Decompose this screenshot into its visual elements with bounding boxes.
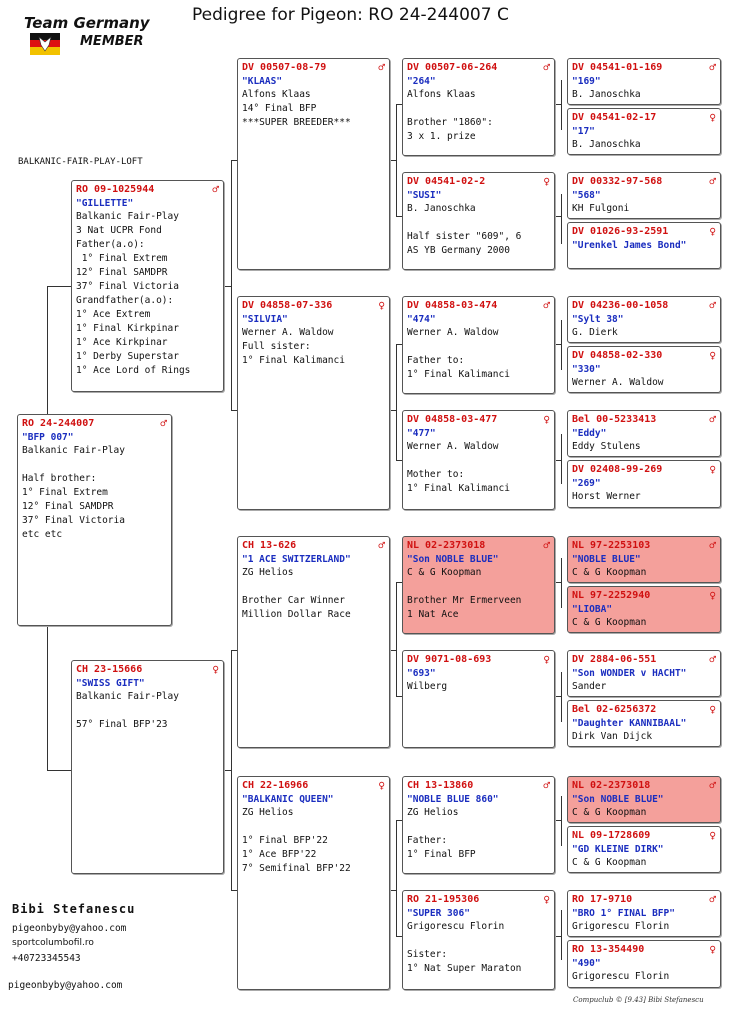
g5-card-5[interactable]: DV 04236-00-1058 ♂ "Sylt 38" G. Dierk — [567, 296, 721, 343]
dam-card[interactable]: CH 23-15666 ♀ "SWISS GIFT" Balkanic Fair-Play 57° Final BFP'23 — [71, 660, 224, 874]
g5-card-13[interactable]: NL 02-2373018 ♂ "Son NOBLE BLUE" C & G Koopman — [567, 776, 721, 823]
ggp-card-sss[interactable]: DV 00507-06-264 ♂ "264" Alfons Klaas Brother "1860": 3 x 1. prize — [402, 58, 555, 156]
female-icon: ♀ — [709, 703, 716, 716]
footer-credit: Compuclub © [9.43] Bibi Stefanescu — [573, 996, 704, 1004]
ggp-card-dsd[interactable]: DV 9071-08-693 ♀ "693" Wilberg — [402, 650, 555, 748]
male-icon: ♂ — [709, 413, 716, 426]
female-icon: ♀ — [709, 349, 716, 362]
loft-name: BALKANIC-FAIR-PLAY-LOFT — [18, 157, 143, 167]
male-icon: ♂ — [709, 61, 716, 74]
male-icon: ♂ — [212, 183, 219, 196]
g5-card-8[interactable]: DV 02408-99-269 ♀ "269" Horst Werner — [567, 460, 721, 508]
sire-dam-card[interactable]: DV 04858-07-336 ♀ "SILVIA" Werner A. Waldow Full sister: 1° Final Kalimanci — [237, 296, 390, 510]
ggp-card-ddd[interactable]: RO 21-195306 ♀ "SUPER 306" Grigorescu Florin Sister: 1° Nat Super Maraton — [402, 890, 555, 990]
male-icon: ♂ — [709, 653, 716, 666]
g5-card-10[interactable]: NL 97-2252940 ♀ "LIOBA" C & G Koopman — [567, 586, 721, 633]
ggp-card-sds[interactable]: DV 04858-03-474 ♂ "474" Werner A. Waldow Father to: 1° Final Kalimanci — [402, 296, 555, 394]
female-icon: ♀ — [543, 653, 550, 666]
male-icon: ♂ — [709, 779, 716, 792]
male-icon: ♂ — [709, 539, 716, 552]
team-germany-logo-text: Team Germany — [24, 14, 150, 32]
ggp-card-ssd[interactable]: DV 04541-02-2 ♀ "SUSI" B. Janoschka Half sister "609", 6 AS YB Germany 2000 — [402, 172, 555, 270]
g5-card-16[interactable]: RO 13-354490 ♀ "490" Grigorescu Florin — [567, 940, 721, 988]
g5-card-7[interactable]: Bel 00-5233413 ♂ "Eddy" Eddy Stulens — [567, 410, 721, 457]
g5-card-3[interactable]: DV 00332-97-568 ♂ "568" KH Fulgoni — [567, 172, 721, 219]
female-icon: ♀ — [543, 413, 550, 426]
male-icon: ♂ — [709, 893, 716, 906]
sire-card[interactable]: RO 09-1025944 ♂ "GILLETTE" Balkanic Fair-Play 3 Nat UCPR Fond Father(a.o): 1° Final Extrem 12° Final SAMDPR 37° Final Victoria Grandfather(a.o): 1° Ace Extrem 1° Final Kirkpinar 1° Ace Kirkpinar 1° Derby Superstar 1° Ace Lord of Rings — [71, 180, 224, 392]
male-icon: ♂ — [378, 539, 385, 552]
g5-card-1[interactable]: DV 04541-01-169 ♂ "169" B. Janoschka — [567, 58, 721, 105]
owner-name: Bibi Stefanescu — [12, 902, 136, 916]
owner-phone: +40723345543 — [12, 953, 81, 964]
ggp-card-dss[interactable]: NL 02-2373018 ♂ "Son NOBLE BLUE" C & G Koopman Brother Mr Ermerveen 1 Nat Ace — [402, 536, 555, 634]
owner-website[interactable]: sportcolumbofil.ro — [12, 938, 94, 948]
male-icon: ♂ — [543, 299, 550, 312]
subject-pigeon-card[interactable]: RO 24-244007 ♂ "BFP 007" Balkanic Fair-Play Half brother: 1° Final Extrem 12° Final SAMDPR 37° Final Victoria etc etc — [17, 414, 172, 626]
female-icon: ♀ — [543, 893, 550, 906]
g5-card-14[interactable]: NL 09-1728609 ♀ "GD KLEINE DIRK" C & G Koopman — [567, 826, 721, 873]
female-icon: ♀ — [709, 111, 716, 124]
female-icon: ♀ — [709, 829, 716, 842]
male-icon: ♂ — [543, 779, 550, 792]
female-icon: ♀ — [378, 779, 385, 792]
g5-card-6[interactable]: DV 04858-02-330 ♀ "330" Werner A. Waldow — [567, 346, 721, 393]
g5-card-12[interactable]: Bel 02-6256372 ♀ "Daughter KANNIBAAL" Dirk Van Dijck — [567, 700, 721, 747]
female-icon: ♀ — [709, 225, 716, 238]
male-icon: ♂ — [543, 539, 550, 552]
male-icon: ♂ — [378, 61, 385, 74]
g5-card-2[interactable]: DV 04541-02-17 ♀ "17" B. Janoschka — [567, 108, 721, 155]
male-icon: ♂ — [709, 175, 716, 188]
eagle-flag-icon — [30, 33, 60, 55]
female-icon: ♀ — [543, 175, 550, 188]
sire-sire-card[interactable]: DV 00507-08-79 ♂ "KLAAS" Alfons Klaas 14° Final BFP ***SUPER BREEDER*** — [237, 58, 390, 270]
page-title: Pedigree for Pigeon: RO 24-244007 C — [192, 5, 509, 25]
female-icon: ♀ — [378, 299, 385, 312]
g5-card-4[interactable]: DV 01026-93-2591 ♀ "Urenkel James Bond" — [567, 222, 721, 269]
g5-card-15[interactable]: RO 17-9710 ♂ "BRO 1° FINAL BFP" Grigorescu Florin — [567, 890, 721, 937]
dam-dam-card[interactable]: CH 22-16966 ♀ "BALKANIC QUEEN" ZG Helios 1° Final BFP'22 1° Ace BFP'22 7° Semifinal BFP'22 — [237, 776, 390, 990]
male-icon: ♂ — [160, 417, 167, 430]
male-icon: ♂ — [709, 299, 716, 312]
female-icon: ♀ — [709, 589, 716, 602]
ggp-card-sdd[interactable]: DV 04858-03-477 ♀ "477" Werner A. Waldow Mother to: 1° Final Kalimanci — [402, 410, 555, 510]
male-icon: ♂ — [543, 61, 550, 74]
ggp-card-dds[interactable]: CH 13-13860 ♂ "NOBLE BLUE 860" ZG Helios Father: 1° Final BFP — [402, 776, 555, 874]
female-icon: ♀ — [709, 943, 716, 956]
dam-sire-card[interactable]: CH 13-626 ♂ "1 ACE SWITZERLAND" ZG Helios Brother Car Winner Million Dollar Race — [237, 536, 390, 748]
g5-card-9[interactable]: NL 97-2253103 ♂ "NOBLE BLUE" C & G Koopman — [567, 536, 721, 583]
female-icon: ♀ — [212, 663, 219, 676]
owner-email-secondary[interactable]: pigeonbyby@yahoo.com — [8, 980, 123, 991]
female-icon: ♀ — [709, 463, 716, 476]
g5-card-11[interactable]: DV 2884-06-551 ♂ "Son WONDER v HACHT" Sander — [567, 650, 721, 697]
owner-email[interactable]: pigeonbyby@yahoo.com — [12, 923, 127, 934]
member-logo-text: MEMBER — [80, 34, 144, 49]
